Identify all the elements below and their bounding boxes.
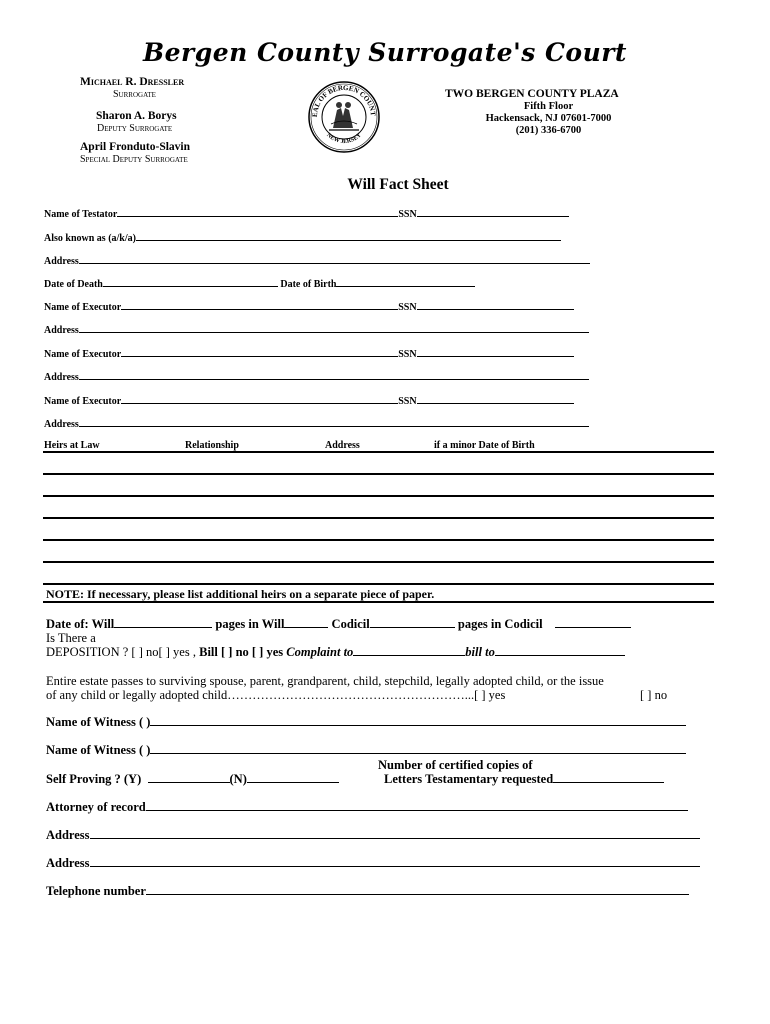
heir-entry-line[interactable]: [43, 473, 714, 475]
date-of-birth-label: Date of Birth: [280, 279, 337, 290]
pages-in-codicil-field[interactable]: [555, 617, 631, 628]
testator-address-row: [44, 254, 590, 267]
relationship-column-header: Relationship: [185, 440, 239, 451]
estate-text-line-1: Entire estate passes to surviving spouse, parent, grandparent, child, stepchild, legally adopted child, or the issue: [46, 674, 604, 688]
codicil-label: Codicil: [331, 617, 370, 631]
telephone-label: Telephone number: [46, 884, 146, 898]
pages-in-codicil-label: pages in Codicil: [457, 617, 543, 631]
executor-ssn-field[interactable]: [417, 347, 574, 357]
pages-in-will-label: pages in Will: [215, 617, 285, 631]
attorney-address-field[interactable]: [90, 856, 700, 867]
executor-label: Name of Executor: [44, 396, 122, 407]
dates-row: [44, 277, 475, 290]
heir-entry-line[interactable]: [43, 517, 714, 519]
executor-address-row: [44, 323, 589, 336]
address-line-2: Fifth Floor: [523, 101, 574, 112]
is-there-a-label: Is There a: [46, 631, 96, 645]
address-label: Address: [46, 828, 90, 842]
executor-address-row: [44, 370, 589, 383]
bill-checkboxes[interactable]: Bill [ ] no [ ] yes: [199, 645, 284, 659]
self-proving-label: Self Proving ? (Y): [46, 772, 142, 786]
estate-text-line-2[interactable]: of any child or legally adopted child…………………………………………………...[ ] yes: [46, 688, 506, 702]
executor-address-field[interactable]: [79, 370, 589, 380]
testator-ssn-label: SSN: [398, 209, 417, 220]
executor-address-row: [44, 417, 589, 430]
heirs-column-header: Heirs at Law: [44, 440, 100, 451]
estate-no-checkbox[interactable]: [ ] no: [640, 688, 668, 702]
bill-to-label: bill to: [465, 645, 495, 659]
date-of-death-label: Date of Death: [44, 279, 103, 290]
aka-field[interactable]: [136, 231, 561, 241]
surrogate-title: Surrogate: [113, 89, 156, 100]
seal-text-bottom: NEW JERSEY: [325, 132, 363, 146]
attorney-address-field[interactable]: [90, 828, 700, 839]
certified-copies-field[interactable]: [553, 772, 664, 783]
heirs-header-rule: [43, 451, 714, 453]
testator-label: Name of Testator: [44, 209, 118, 220]
complaint-to-label: Complaint to: [286, 645, 354, 659]
executor-address-field[interactable]: [79, 323, 589, 333]
self-proving-no-label: (N): [229, 772, 247, 786]
executor-ssn-label: SSN: [398, 302, 417, 313]
executor-ssn-label: SSN: [398, 349, 417, 360]
date-of-death-field[interactable]: [103, 277, 278, 287]
special-deputy-title: Special Deputy Surrogate: [80, 154, 188, 165]
executor-ssn-field[interactable]: [417, 394, 574, 404]
self-proving-no-field[interactable]: [247, 772, 339, 783]
certified-copies-row: [384, 772, 664, 787]
deputy-name: Sharon A. Borys: [96, 110, 177, 122]
date-of-will-label: Date of: Will: [46, 617, 115, 631]
attorney-address-row: [46, 856, 700, 871]
pages-in-will-field[interactable]: [284, 617, 328, 628]
executor-address-field[interactable]: [79, 417, 589, 427]
date-of-will-field[interactable]: [114, 617, 212, 628]
will-date-row: [46, 617, 631, 632]
attorney-address-row: [46, 828, 700, 843]
self-proving-row: [46, 772, 339, 787]
address-label: Address: [44, 325, 79, 336]
court-name-title: Bergen County Surrogate's Court: [143, 38, 627, 67]
address-line-1: TWO BERGEN COUNTY PLAZA: [445, 88, 619, 100]
aka-row: [44, 231, 561, 244]
heir-entry-line[interactable]: [43, 583, 714, 585]
codicil-field[interactable]: [370, 617, 455, 628]
executor-name-field[interactable]: [121, 394, 398, 404]
bill-to-field[interactable]: [495, 645, 625, 656]
witness-label: Name of Witness ( ): [46, 743, 151, 757]
deputy-title: Deputy Surrogate: [97, 123, 173, 134]
note-text: NOTE: If necessary, please list additional heirs on a separate piece of paper.: [46, 587, 435, 601]
special-deputy-name: April Fronduto-Slavin: [80, 141, 191, 153]
deposition-checkboxes[interactable]: DEPOSITION ? [ ] no[ ] yes ,: [46, 645, 196, 659]
executor-label: Name of Executor: [44, 349, 122, 360]
executor-label: Name of Executor: [44, 302, 122, 313]
seal-text-top: EAL OF BERGEN COUNT: [310, 83, 378, 118]
executor-name-field[interactable]: [121, 347, 398, 357]
testator-name-field[interactable]: [117, 207, 398, 217]
certified-copies-label-2: Letters Testamentary requested: [384, 772, 554, 786]
heir-entry-line[interactable]: [43, 561, 714, 563]
witness-row: [46, 715, 686, 730]
executor-ssn-field[interactable]: [417, 300, 574, 310]
address-column-header: Address: [325, 440, 360, 451]
telephone-field[interactable]: [146, 884, 689, 895]
deposition-row: [46, 645, 625, 660]
witness-label: Name of Witness ( ): [46, 715, 151, 729]
testator-row: [44, 207, 569, 220]
note-rule: [43, 601, 714, 603]
executor-ssn-label: SSN: [398, 396, 417, 407]
attorney-field[interactable]: [146, 800, 688, 811]
testator-address-field[interactable]: [79, 254, 590, 264]
address-label: Address: [44, 419, 79, 430]
complaint-to-field[interactable]: [353, 645, 465, 656]
address-line-3: Hackensack, NJ 07601-7000: [485, 113, 612, 124]
surrogate-name: Michael R. Dressler: [80, 76, 185, 88]
phone-number: (201) 336-6700: [515, 125, 582, 136]
witness-name-field[interactable]: [150, 743, 686, 754]
telephone-row: [46, 884, 689, 899]
address-label: Address: [44, 256, 79, 267]
executor-row: [44, 394, 574, 407]
aka-label: Also known as (a/k/a): [44, 233, 136, 244]
certified-copies-label-1: Number of certified copies of: [378, 758, 533, 772]
testator-ssn-field[interactable]: [417, 207, 569, 217]
heir-entry-line[interactable]: [43, 539, 714, 541]
minor-dob-column-header: if a minor Date of Birth: [434, 440, 535, 451]
heir-entry-line[interactable]: [43, 495, 714, 497]
witness-row: [46, 743, 686, 758]
attorney-label: Attorney of record: [46, 800, 146, 814]
date-of-birth-field[interactable]: [336, 277, 475, 287]
address-label: Address: [46, 856, 90, 870]
self-proving-yes-field[interactable]: [148, 772, 230, 783]
executor-row: [44, 300, 574, 313]
address-label: Address: [44, 372, 79, 383]
form-title: Will Fact Sheet: [347, 176, 449, 193]
attorney-row: [46, 800, 688, 815]
witness-name-field[interactable]: [150, 715, 686, 726]
executor-name-field[interactable]: [121, 300, 398, 310]
executor-row: [44, 347, 574, 360]
